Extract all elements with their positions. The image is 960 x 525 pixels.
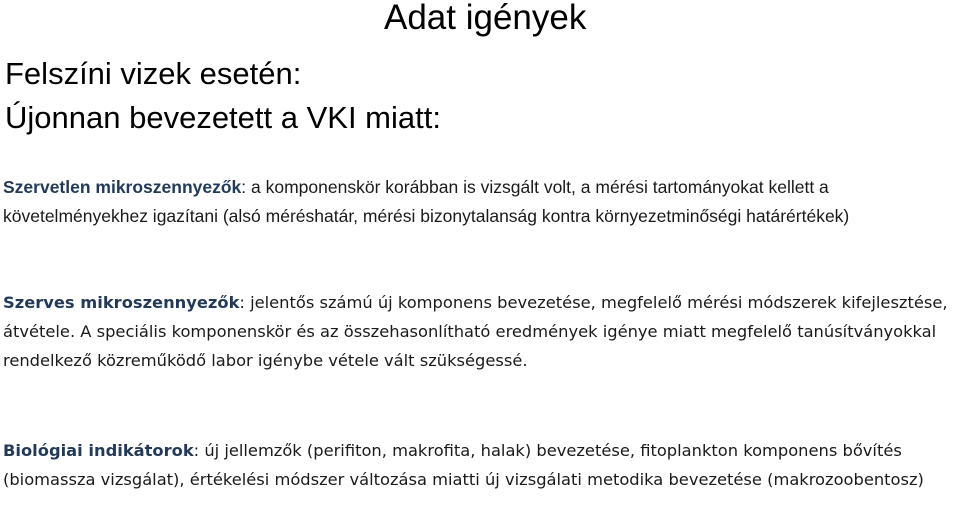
paragraph-organic-micropollutants xyxy=(3,288,958,375)
paragraph-text: : jelentős számú új komponens bevezetése, megfelelő mérési módszerek kifejlesztése, átvétele. A speciális komponenskör és az összehasonlítható eredmények igénye miatt megfelelő tanúsítványokkal rendelkező közreműködő labor igénybe vétele vált szükségessé. xyxy=(3,293,948,370)
paragraph-biological-indicators xyxy=(3,436,958,494)
paragraph-text: : a komponenskör korábban is vizsgált volt, a mérési tartományokat kellett a követelményekhez igazítani (alsó méréshatár, mérési bizonytalanság kontra környezetminőségi határértékek) xyxy=(3,177,850,226)
subtitle-line: Újonnan bevezetett a VKI miatt: xyxy=(5,100,441,135)
subtitle-line: Felszíni vizek esetén: xyxy=(5,56,302,91)
term-inorganic-micropollutants: Szervetlen mikroszennyezők xyxy=(3,177,242,197)
term-biological-indicators: Biológiai indikátorok xyxy=(3,441,194,460)
paragraph-inorganic-micropollutants xyxy=(3,173,958,231)
paragraph-text: : új jellemzők (perifiton, makrofita, halak) bevezetése, fitoplankton komponens bővítés (biomassza vizsgálat), értékelési módszer változása miatti új vizsgálati metodika bevezetése (makrozoobentosz) xyxy=(3,441,924,489)
slide-subtitle xyxy=(5,52,441,140)
term-organic-micropollutants: Szerves mikroszennyezők xyxy=(3,293,240,312)
slide-title: Adat igények xyxy=(384,0,587,37)
